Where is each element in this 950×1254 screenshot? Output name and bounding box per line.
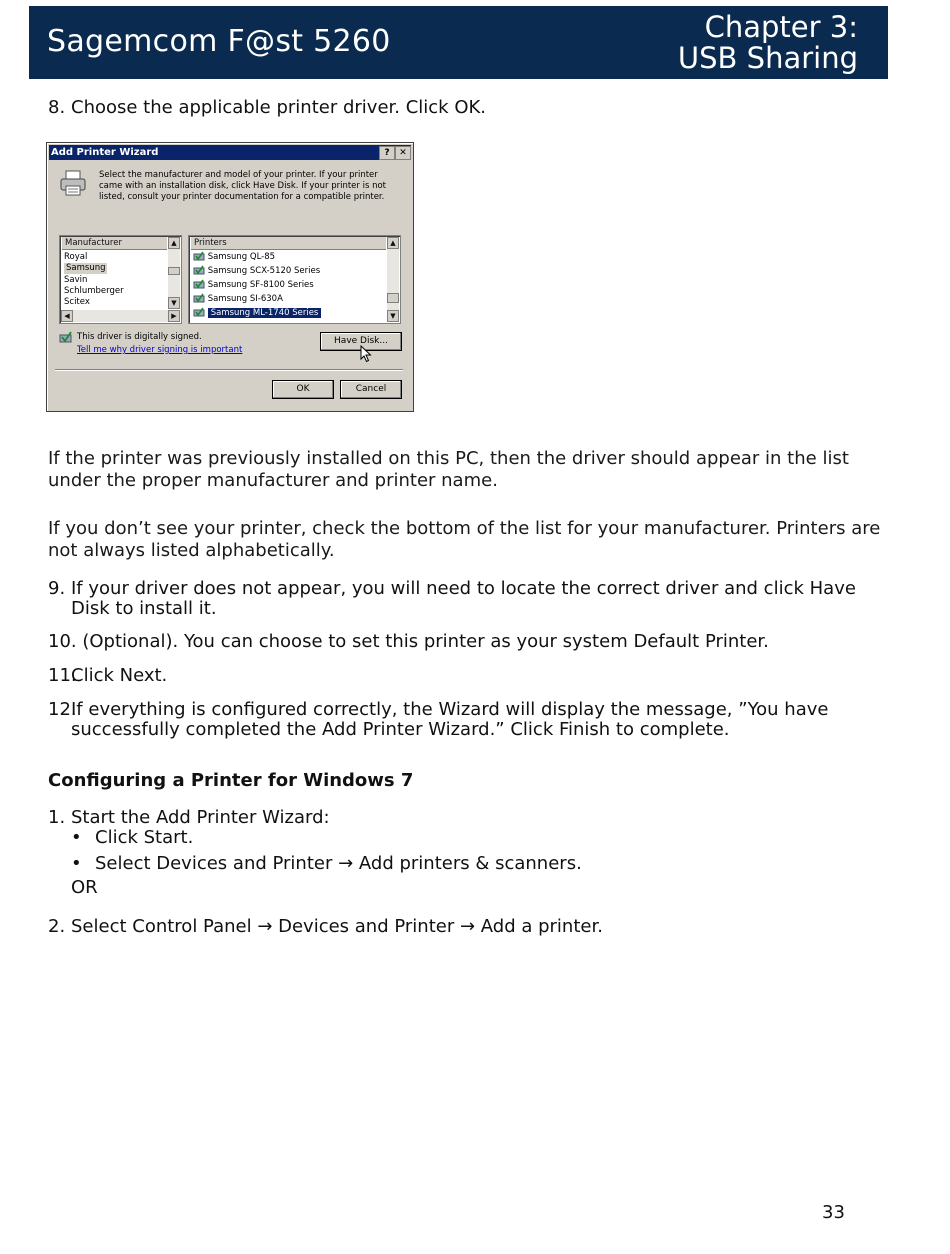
manufacturer-listbox[interactable] bbox=[59, 235, 182, 324]
scroll-up-arrow-icon[interactable]: ▲ bbox=[168, 237, 180, 249]
mouse-cursor-icon bbox=[360, 345, 372, 363]
printer-item-selected[interactable] bbox=[193, 307, 321, 319]
printers-column-header[interactable]: Printers bbox=[191, 237, 386, 250]
step-number: 11. bbox=[48, 665, 77, 686]
bullet-text: Click Start. bbox=[95, 827, 194, 848]
step-text: If your driver does not appear, you will need to locate the correct driver and click Have Disk to install it. bbox=[71, 578, 856, 619]
dialog-title: Add Printer Wizard bbox=[51, 147, 159, 158]
step-text: Click Next. bbox=[71, 665, 168, 686]
page-number: 33 bbox=[822, 1202, 845, 1223]
scroll-thumb[interactable] bbox=[168, 267, 180, 275]
step-text: If everything is configured correctly, the Wizard will display the message, ”You have successfully completed the Add Printer Wizard.” Click Finish to complete. bbox=[71, 699, 829, 740]
dialog-instructions: Select the manufacturer and model of your printer. If your printer came with an installation disk, click Have Disk. If your printer is not listed, consult your printer documentation for a compatible printer. bbox=[99, 170, 387, 202]
signed-driver-icon bbox=[193, 307, 205, 318]
paragraph-not-found: If you don’t see your printer, check the bottom of the list for your manufacturer. Printers are not always listed alphabetically. bbox=[48, 518, 881, 561]
or-text: OR bbox=[71, 877, 98, 898]
printer-item[interactable] bbox=[193, 251, 275, 263]
help-button[interactable]: ? bbox=[379, 146, 395, 160]
printer-name: Samsung QL-85 bbox=[207, 252, 276, 262]
ok-button[interactable]: OK bbox=[272, 380, 334, 399]
printers-listbox[interactable] bbox=[188, 235, 401, 324]
manufacturer-horizontal-scrollbar[interactable] bbox=[61, 310, 180, 322]
signed-driver-icon bbox=[193, 293, 205, 304]
step-10 bbox=[48, 632, 769, 652]
step-number: 8. bbox=[48, 97, 66, 118]
chapter-number: Chapter 3: bbox=[704, 10, 858, 44]
printer-name: Samsung SCX-5120 Series bbox=[207, 266, 321, 276]
step-text: 10. (Optional). You can choose to set this printer as your system Default Printer. bbox=[48, 631, 769, 652]
bullet-dot: • bbox=[71, 827, 82, 848]
section-heading: Configuring a Printer for Windows 7 bbox=[48, 770, 414, 791]
dialog-separator bbox=[55, 369, 403, 371]
scroll-up-arrow-icon[interactable]: ▲ bbox=[387, 237, 399, 249]
chapter-name: USB Sharing bbox=[677, 41, 858, 75]
chapter-title bbox=[678, 12, 858, 74]
manufacturer-column-header[interactable]: Manufacturer bbox=[62, 237, 167, 250]
manufacturer-item[interactable]: Scitex bbox=[64, 297, 90, 307]
chapter-header bbox=[29, 6, 888, 79]
scroll-down-arrow-icon[interactable]: ▼ bbox=[168, 297, 180, 309]
step-number: 2. bbox=[48, 916, 66, 937]
bullet-dot: • bbox=[71, 853, 82, 874]
dialog-titlebar bbox=[49, 145, 411, 160]
step-number: 9. bbox=[48, 578, 66, 599]
signed-driver-icon bbox=[59, 331, 72, 344]
printer-item[interactable] bbox=[193, 265, 320, 277]
add-printer-wizard-dialog bbox=[46, 142, 414, 412]
manufacturer-vertical-scrollbar[interactable] bbox=[168, 237, 180, 309]
manufacturer-item-selected[interactable]: Samsung bbox=[66, 263, 106, 273]
printers-vertical-scrollbar[interactable] bbox=[387, 237, 399, 322]
step-text: Choose the applicable printer driver. Click OK. bbox=[71, 97, 487, 118]
step-number: 12. bbox=[48, 699, 77, 720]
driver-signing-link[interactable]: Tell me why driver signing is important bbox=[77, 345, 243, 355]
scroll-down-arrow-icon[interactable]: ▼ bbox=[387, 310, 399, 322]
cancel-button[interactable]: Cancel bbox=[340, 380, 402, 399]
scroll-left-arrow-icon[interactable]: ◀ bbox=[61, 310, 73, 322]
printer-item[interactable] bbox=[193, 279, 314, 291]
printer-name: Samsung SI-630A bbox=[207, 294, 283, 304]
manufacturer-item[interactable]: Royal bbox=[64, 252, 88, 262]
printer-icon bbox=[59, 169, 87, 197]
product-title: Sagemcom F@st 5260 bbox=[47, 24, 391, 59]
printer-name: Samsung ML-1740 Series bbox=[208, 308, 322, 318]
step-text: Select Control Panel → Devices and Printer → Add a printer. bbox=[71, 916, 603, 937]
paragraph-previously-installed: If the printer was previously installed on this PC, then the driver should appear in the list under the proper manufacturer and printer name. bbox=[48, 448, 849, 491]
printer-name: Samsung SF-8100 Series bbox=[207, 280, 314, 290]
have-disk-button[interactable]: Have Disk... bbox=[320, 332, 402, 351]
signed-driver-icon bbox=[193, 265, 205, 276]
printer-item[interactable] bbox=[193, 293, 283, 305]
manufacturer-item[interactable]: Schlumberger bbox=[64, 286, 124, 296]
scroll-thumb[interactable] bbox=[387, 293, 399, 303]
driver-signed-text: This driver is digitally signed. bbox=[77, 332, 202, 342]
step-number: 1. bbox=[48, 807, 66, 828]
step-text: Start the Add Printer Wizard: bbox=[71, 807, 330, 828]
signed-driver-icon bbox=[193, 279, 205, 290]
signed-driver-icon bbox=[193, 251, 205, 262]
scroll-right-arrow-icon[interactable]: ▶ bbox=[168, 310, 180, 322]
bullet-text: Select Devices and Printer → Add printers & scanners. bbox=[95, 853, 582, 874]
manufacturer-item[interactable]: Savin bbox=[64, 275, 88, 285]
close-button[interactable]: ✕ bbox=[395, 146, 411, 160]
